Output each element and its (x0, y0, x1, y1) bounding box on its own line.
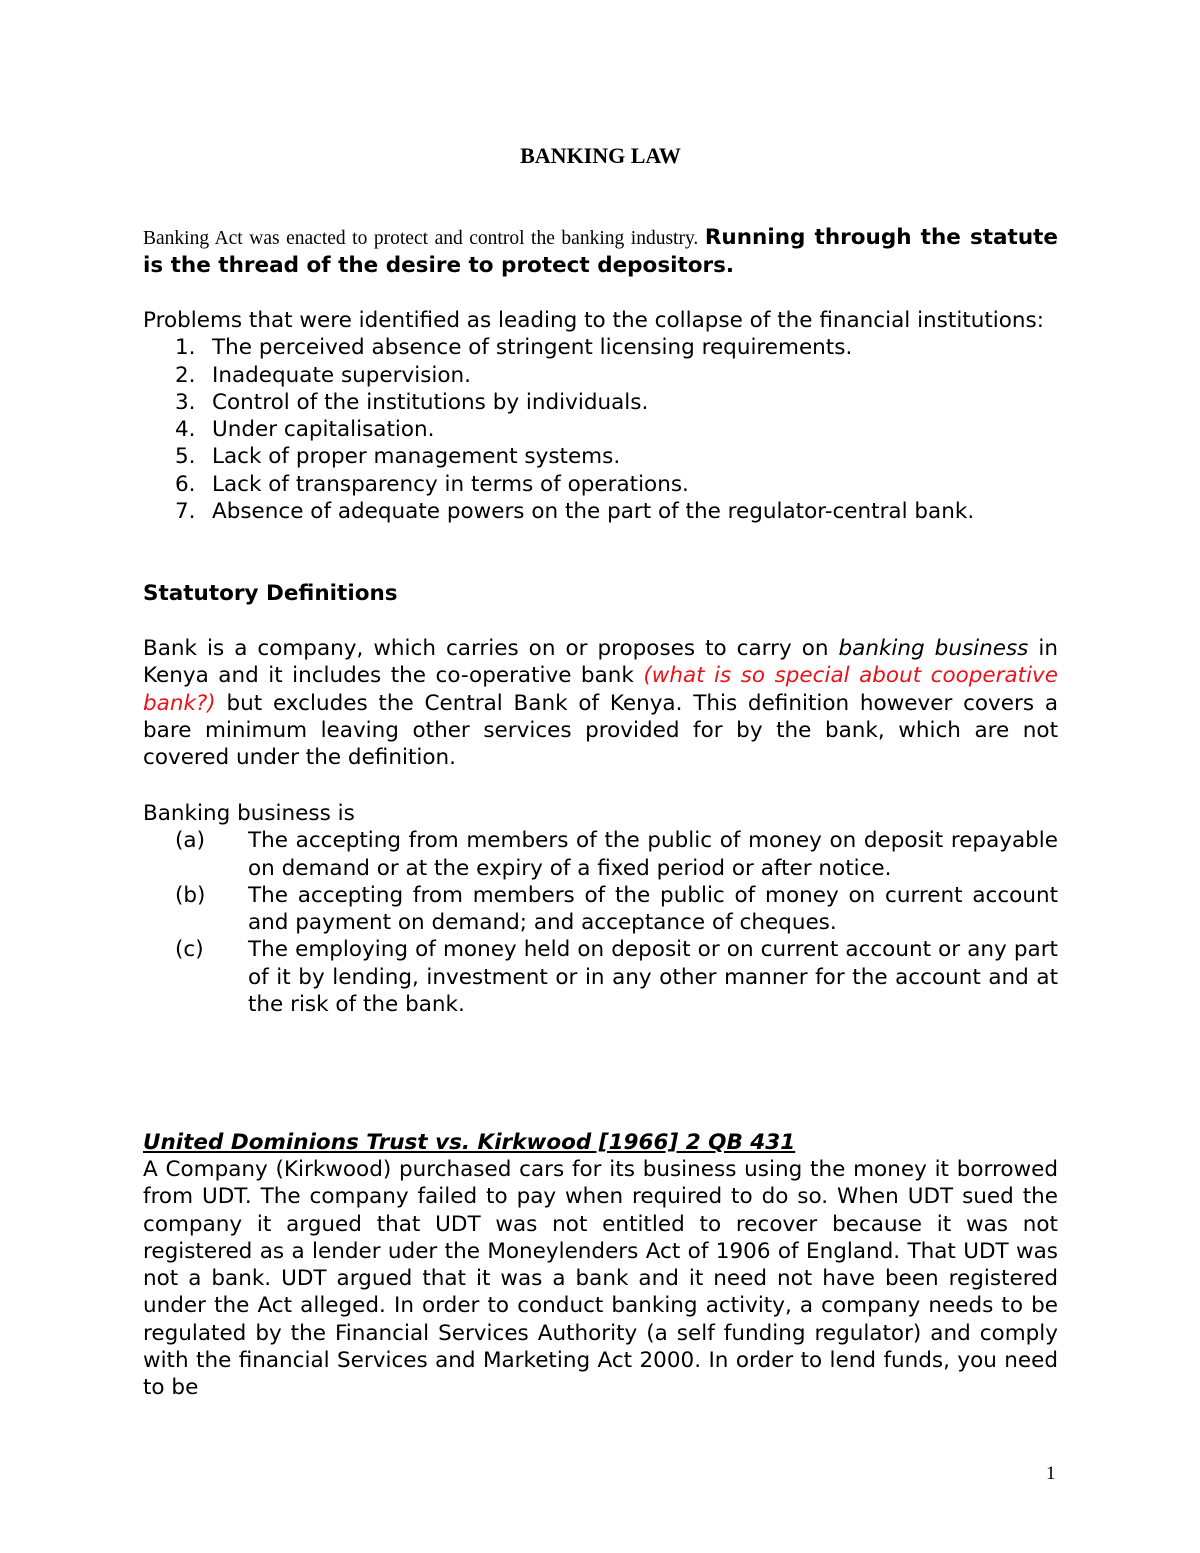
banking-business-list (143, 827, 1058, 1018)
definition-red-note: (what is so special about cooperative bank?) (143, 663, 1058, 716)
list-item-text: The accepting from members of the public of money on current account and payment on demand; and acceptance of cheques. (248, 882, 1058, 936)
list-item-label: (c) (175, 937, 204, 963)
problems-section (143, 307, 1058, 525)
list-item (143, 389, 1058, 416)
list-item-number: 4. (175, 417, 196, 443)
list-item (143, 936, 1058, 1018)
definition-italic-term: banking business (838, 636, 1029, 661)
case-body-paragraph: A Company (Kirkwood) purchased cars for its business using the money it borrowed from UDT. The company failed to pay when required to do so. When UDT sued the company it argued that UDT was not entitled to recover because it was not registered as a lender uder the Moneylenders Act of 1906 of England. That UDT was not a bank. UDT argued that it was a bank and it need not have been registered under the Act alleged. In order to conduct banking activity, a company needs to be regulated by the Financial Services Authority (a self funding regulator) and comply with the financial Services and Marketing Act 2000. In order to lend funds, you need to be (143, 1157, 1058, 1401)
list-item-label: (b) (175, 882, 206, 908)
problems-lead: Problems that were identified as leading to the collapse of the financial institutions: (143, 308, 1044, 333)
list-item-text: Inadequate supervision. (212, 362, 471, 388)
list-item-text: Under capitalisation. (212, 417, 435, 443)
banking-business-section (143, 800, 1058, 1018)
list-item-text: The accepting from members of the public of money on deposit repayable on demand or at the expiry of a fixed period or after notice. (248, 828, 1058, 881)
section-heading: Statutory Definitions (143, 581, 398, 606)
definition-text: Bank is a company, which carries on or proposes to carry on (143, 636, 839, 661)
list-item-number: 1. (175, 335, 196, 361)
intro-bold-text: Running through the statute is the thread of the desire to protect depositors. (143, 225, 1059, 279)
banking-business-lead: Banking business is (143, 801, 355, 826)
intro-plain-text: Banking Act was enacted to protect and control the banking industry. (143, 228, 705, 249)
list-item-text: Lack of transparency in terms of operations. (212, 471, 689, 497)
page-number: 1 (1046, 1463, 1056, 1484)
list-item (143, 882, 1058, 937)
list-item (143, 498, 1058, 525)
list-item (143, 362, 1058, 389)
list-item-number: 5. (175, 444, 196, 470)
case-title: United Dominions Trust vs. Kirkwood [1966] 2 QB 431 (143, 1130, 796, 1155)
intro-paragraph (143, 224, 1058, 280)
list-item-text: Absence of adequate powers on the part of the regulator-central bank. (212, 499, 975, 525)
list-item (143, 334, 1058, 361)
document-title: BANKING LAW (520, 143, 681, 168)
list-item-text: Lack of proper management systems. (212, 444, 621, 470)
list-item (143, 443, 1058, 470)
list-item-text: The perceived absence of stringent licensing requirements. (212, 335, 853, 361)
problems-list (143, 334, 1058, 525)
bank-definition-paragraph (143, 635, 1058, 771)
list-item-number: 6. (175, 471, 196, 497)
definition-text: in Kenya and it includes the co-operative bank (143, 636, 1059, 689)
list-item (143, 827, 1058, 882)
list-item-text: The employing of money held on deposit or on current account or any part of it by lending, investment or in any other manner for the account and at the risk of the bank. (248, 937, 1058, 1018)
definition-text: but excludes the Central Bank of Kenya. This definition however covers a bare minimum leaving other services provided for by the bank, which are not covered under the definition. (143, 690, 1058, 771)
list-item-number: 3. (175, 389, 196, 415)
list-item (143, 471, 1058, 498)
list-item-text: Control of the institutions by individuals. (212, 389, 649, 415)
list-item-number: 2. (175, 362, 196, 388)
list-item (143, 416, 1058, 443)
list-item-number: 7. (175, 499, 196, 525)
list-item-label: (a) (175, 828, 205, 854)
